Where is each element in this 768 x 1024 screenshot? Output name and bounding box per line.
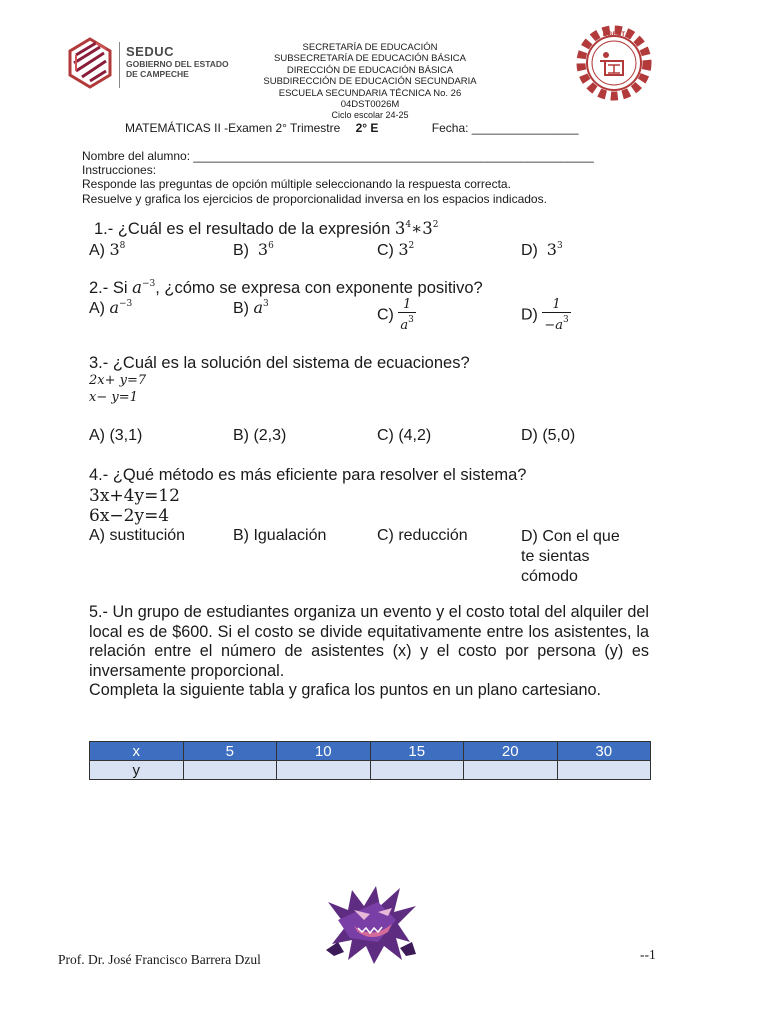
table-cell-x: 5 (183, 742, 277, 761)
table-cell-y-blank[interactable] (277, 761, 371, 780)
question-5 (89, 603, 649, 701)
q1-option-a[interactable]: A) $3^8$ (89, 240, 126, 259)
table-cell-x: 20 (464, 742, 558, 761)
seduc-line-1: GOBIERNO DEL ESTADO (126, 59, 229, 69)
table-cell-x: 30 (557, 742, 651, 761)
q4-option-d-line-1: D) Con el que (521, 528, 620, 545)
seduc-logo-text (126, 44, 229, 79)
dgest-logo-label: DGEST (602, 31, 626, 38)
instructions-block (82, 149, 594, 206)
exam-group: 2° E (355, 121, 379, 135)
author-footer: Prof. Dr. José Francisco Barrera Dzul (58, 952, 261, 967)
q1-option-c[interactable]: C) $3^2$ (377, 240, 415, 259)
instructions-line-1: Responde las preguntas de opción múltiple seleccionando la respuesta correcta. (82, 177, 511, 192)
table-header-x: x (90, 742, 184, 761)
q4-option-c[interactable]: C) reducción (377, 527, 468, 544)
seduc-title: SEDUC (126, 44, 175, 59)
q4-equation-2: 6x−2y=4 (89, 506, 170, 526)
question-1-text: 1.- ¿Cuál es el resultado de la expresión (94, 220, 391, 238)
table-header-y: y (90, 761, 184, 780)
logo-divider (119, 42, 120, 88)
q1-exp-b: 2 (432, 220, 439, 230)
exam-subject-line (125, 121, 579, 135)
q2-option-a[interactable]: A) $a^{-3}$ (89, 298, 133, 317)
q1-base-b: 3 (422, 219, 433, 238)
q2-var: a (132, 278, 142, 297)
exam-subject: MATEMÁTICAS II -Examen 2° Trimestre (125, 121, 341, 135)
q1-base-a: 3 (394, 219, 406, 238)
header-line-4: SUBDIRECCIÓN DE EDUCACIÓN SECUNDARIA (263, 76, 477, 88)
q2-option-b[interactable]: B) $a^3$ (233, 298, 269, 317)
q3-equation-2: x− y=1 (89, 390, 138, 405)
q3-option-c[interactable]: C) (4,2) (377, 427, 432, 444)
q1-option-d[interactable]: D) $3^3$ (521, 240, 563, 259)
question-3: 3.- ¿Cuál es la solución del sistema de ecuaciones? (89, 354, 470, 372)
q2-prefix: 2.- Si (89, 279, 128, 297)
q3-option-d[interactable]: D) (5,0) (521, 427, 576, 444)
table-row-x (90, 742, 651, 761)
q4-option-b[interactable]: B) Igualación (233, 527, 327, 544)
header-line-7: Ciclo escolar 24-25 (331, 110, 409, 121)
question-2 (89, 278, 483, 298)
header-line-3: DIRECCIÓN DE EDUCACIÓN BÁSICA (286, 64, 454, 76)
header-line-5: ESCUELA SECUNDARIA TÉCNICA No. 26 (278, 87, 462, 99)
q5-paragraph-2: Completa la siguiente tabla y grafica los puntos en un plano cartesiano. (89, 681, 602, 700)
q4-option-d[interactable] (521, 527, 620, 587)
q3-equation-1: 2x+ y=7 (89, 373, 147, 388)
q1-operator: ∗ (411, 219, 423, 238)
q2-option-c[interactable]: C) $\frac{1}{a^3}$ (377, 297, 414, 333)
header-line-2: SUBSECRETARÍA DE EDUCACIÓN BÁSICA (274, 53, 466, 65)
question-4: 4.- ¿Qué método es más eficiente para resolver el sistema? (89, 466, 527, 484)
seduc-line-2: DE CAMPECHE (126, 69, 189, 79)
table-cell-y-blank[interactable] (183, 761, 277, 780)
question-1 (94, 219, 439, 239)
q3-option-a[interactable]: A) (3,1) (89, 427, 143, 444)
header-line-6: 04DST0026M (340, 99, 400, 111)
seduc-logo (66, 37, 114, 89)
instructions-line-2: Resuelve y grafica los ejercicios de proporcionalidad inversa en los espacios indicados. (82, 191, 547, 206)
q4-option-d-line-3: cómodo (521, 568, 578, 585)
q2-suffix: , ¿cómo se expresa con exponente positivo? (155, 279, 483, 297)
q3-option-b[interactable]: B) (2,3) (233, 427, 287, 444)
proportionality-table (89, 741, 651, 780)
q4-option-d-line-2: te sientas (521, 548, 590, 565)
q2-option-d[interactable]: D) $\frac{1}{-a^3}$ (521, 297, 569, 333)
q1-exp-a: 4 (405, 220, 412, 230)
page-number: --1 (640, 947, 656, 962)
school-header (230, 42, 510, 122)
table-cell-y-blank[interactable] (464, 761, 558, 780)
q1-option-b[interactable]: B) $3^6$ (233, 240, 274, 259)
q4-equation-1: 3x+4y=12 (89, 486, 180, 506)
q5-paragraph-1: 5.- Un grupo de estudiantes organiza un evento y el costo total del alquiler del local es de $600. Si el costo se divide equitativamente entre los asistentes, la relación entre el número de asistentes (x) y el costo por persona (y) es inversamente proporcional. (89, 603, 649, 680)
table-row-y (90, 761, 651, 780)
instructions-title: Instrucciones: (82, 163, 157, 178)
q4-option-a[interactable]: A) sustitución (89, 527, 186, 544)
ghost-mascot-image (318, 880, 424, 966)
q2-exp: −3 (141, 279, 156, 289)
student-name-field[interactable]: Nombre del alumno: ____________________________________________________________ (82, 149, 594, 163)
date-field[interactable]: Fecha: ________________ (431, 121, 579, 135)
table-cell-y-blank[interactable] (557, 761, 651, 780)
table-cell-x: 10 (277, 742, 371, 761)
table-cell-y-blank[interactable] (370, 761, 464, 780)
table-cell-x: 15 (370, 742, 464, 761)
header-line-1: SECRETARÍA DE EDUCACIÓN (302, 42, 438, 53)
